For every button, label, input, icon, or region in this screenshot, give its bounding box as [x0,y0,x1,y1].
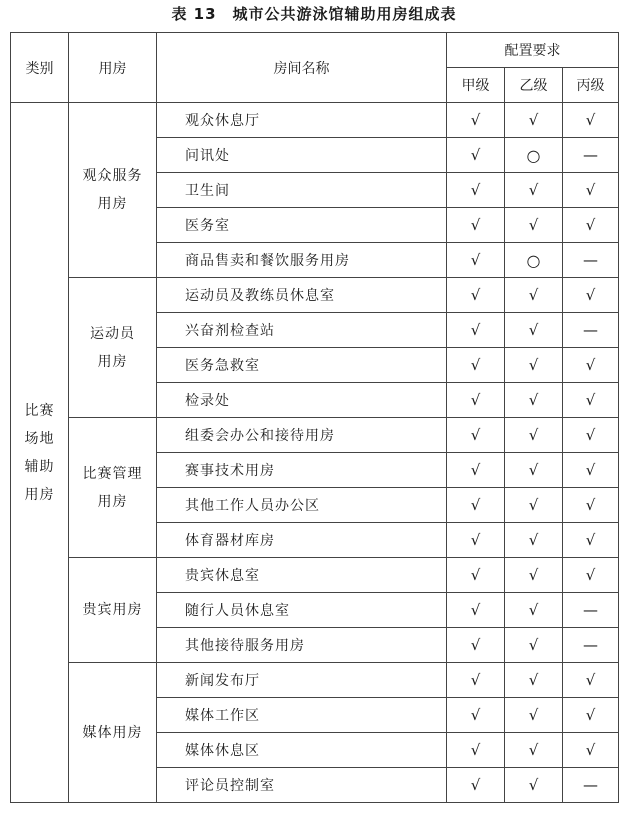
room-name-cell: 随行人员休息室 [157,593,447,628]
grade-b-mark: √ [505,173,563,208]
grade-a-mark: √ [447,733,505,768]
grade-a-mark: √ [447,453,505,488]
grade-c-mark: — [563,628,619,663]
grade-a-mark: √ [447,663,505,698]
category-label-line: 场地 [24,430,55,447]
header-category: 类别 [11,33,69,103]
room-name-cell: 运动员及教练员休息室 [157,278,447,313]
grade-c-mark: √ [563,348,619,383]
grade-a-mark: √ [447,768,505,803]
grade-a-mark: √ [447,383,505,418]
usage-group-cell [69,558,157,663]
header-config: 配置要求 [447,33,619,68]
header-grade-b: 乙级 [505,68,563,103]
grade-b-mark: √ [505,523,563,558]
room-name-cell: 观众休息厅 [157,103,447,138]
grade-a-mark: √ [447,138,505,173]
table-row [11,103,619,138]
room-name-cell: 商品售卖和餐饮服务用房 [157,243,447,278]
room-name-cell: 其他工作人员办公区 [157,488,447,523]
grade-c-mark: — [563,138,619,173]
grade-b-mark: √ [505,313,563,348]
room-name-cell: 新闻发布厅 [157,663,447,698]
usage-group-label: 观众服务 [82,168,143,184]
table-row [11,418,619,453]
usage-group-label: 运动员 [90,325,135,342]
header-room-name: 房间名称 [157,33,447,103]
grade-a-mark: √ [447,488,505,523]
category-label-line: 辅助 [24,458,55,475]
usage-group-cell [69,418,157,558]
room-name-cell: 媒体休息区 [157,733,447,768]
usage-group-label: 用房 [97,353,128,370]
grade-a-mark: √ [447,418,505,453]
table-body [11,103,619,803]
grade-a-mark: √ [447,313,505,348]
grade-b-mark: √ [505,488,563,523]
room-name-cell: 兴奋剂检查站 [157,313,447,348]
room-composition-table [10,32,619,803]
grade-b-mark: √ [505,383,563,418]
table-row [11,558,619,593]
header-row-1 [11,33,619,68]
room-name-cell: 组委会办公和接待用房 [157,418,447,453]
room-name-cell: 卫生间 [157,173,447,208]
table-row [11,663,619,698]
grade-a-mark: √ [447,698,505,733]
room-name-cell: 评论员控制室 [157,768,447,803]
room-name-cell: 贵宾休息室 [157,558,447,593]
grade-b-mark: √ [505,698,563,733]
grade-b-mark: √ [505,348,563,383]
room-name-cell: 体育器材库房 [157,523,447,558]
grade-a-mark: √ [447,628,505,663]
grade-b-mark: ○ [505,138,563,173]
grade-c-mark: √ [563,523,619,558]
grade-c-mark: √ [563,453,619,488]
grade-a-mark: √ [447,278,505,313]
grade-b-mark: √ [505,628,563,663]
table-caption [0,4,628,24]
header-grade-c: 丙级 [563,68,619,103]
grade-a-mark: √ [447,593,505,628]
grade-b-mark: √ [505,593,563,628]
grade-c-mark: √ [563,383,619,418]
grade-a-mark: √ [447,523,505,558]
usage-group-cell [69,663,157,803]
grade-b-mark: ○ [505,243,563,278]
grade-b-mark: √ [505,558,563,593]
usage-group-cell [69,103,157,278]
grade-c-mark: √ [563,173,619,208]
usage-group-label: 贵宾用房 [82,602,143,618]
usage-group-label: 媒体用房 [82,724,143,741]
grade-c-mark: √ [563,208,619,243]
usage-group-cell [69,278,157,418]
grade-b-mark: √ [505,768,563,803]
grade-c-mark: √ [563,103,619,138]
grade-b-mark: √ [505,208,563,243]
grade-c-mark: — [563,313,619,348]
grade-a-mark: √ [447,243,505,278]
grade-c-mark: √ [563,733,619,768]
grade-a-mark: √ [447,103,505,138]
grade-c-mark: √ [563,663,619,698]
grade-c-mark: — [563,593,619,628]
room-name-cell: 赛事技术用房 [157,453,447,488]
grade-c-mark: √ [563,698,619,733]
grade-b-mark: √ [505,453,563,488]
usage-group-label: 用房 [97,493,128,510]
grade-a-mark: √ [447,348,505,383]
header-grade-a: 甲级 [447,68,505,103]
grade-c-mark: — [563,768,619,803]
usage-group-label: 比赛管理 [82,465,143,482]
room-name-cell: 医务急救室 [157,348,447,383]
grade-c-mark: — [563,243,619,278]
table-title: 城市公共游泳馆辅助用房组成表 [232,5,457,23]
category-label-line: 用房 [24,486,55,503]
category-cell [11,103,69,803]
table-row [11,278,619,313]
grade-c-mark: √ [563,418,619,453]
usage-group-label: 用房 [97,196,128,212]
grade-c-mark: √ [563,278,619,313]
grade-b-mark: √ [505,663,563,698]
room-name-cell: 其他接待服务用房 [157,628,447,663]
grade-c-mark: √ [563,488,619,523]
grade-c-mark: √ [563,558,619,593]
category-label-line: 比赛 [24,402,55,419]
table-number: 表 13 [171,5,217,23]
room-name-cell: 媒体工作区 [157,698,447,733]
room-name-cell: 医务室 [157,208,447,243]
grade-a-mark: √ [447,558,505,593]
room-name-cell: 检录处 [157,383,447,418]
grade-b-mark: √ [505,418,563,453]
grade-a-mark: √ [447,173,505,208]
grade-b-mark: √ [505,278,563,313]
grade-b-mark: √ [505,103,563,138]
room-name-cell: 问讯处 [157,138,447,173]
header-usage: 用房 [69,33,157,103]
grade-a-mark: √ [447,208,505,243]
grade-b-mark: √ [505,733,563,768]
